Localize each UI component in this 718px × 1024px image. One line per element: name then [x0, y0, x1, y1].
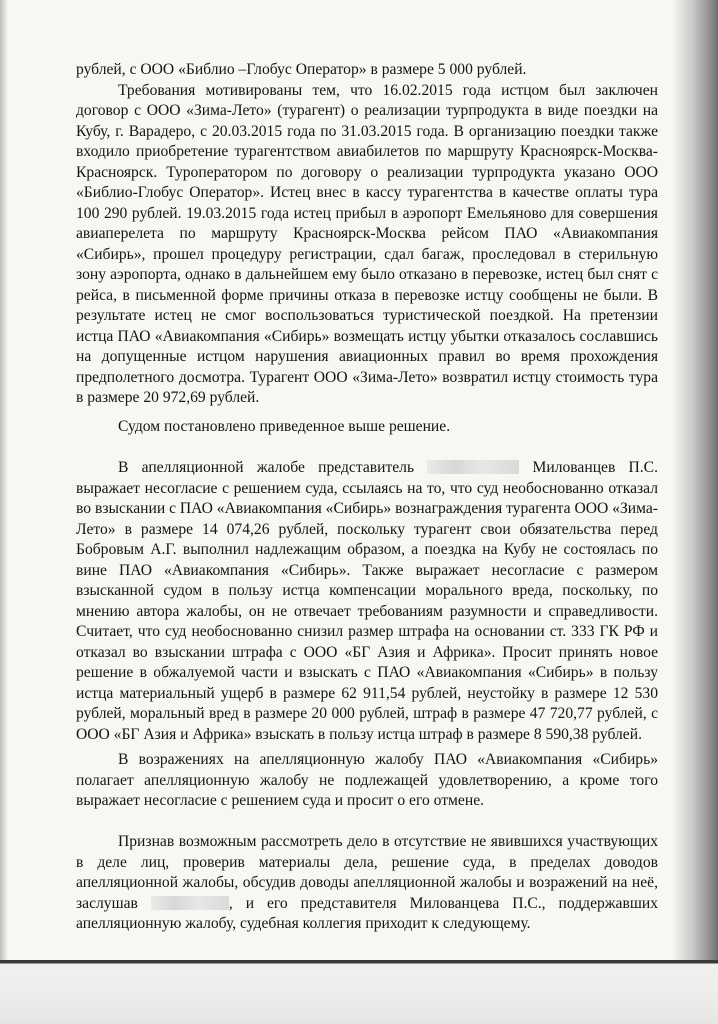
conclusion-lead-text: Признав возможным рассмотреть дело в отсутствие не явившихся участвующих в деле лиц, проверив материалы дела, решение суда, в пределах доводов апелляционной жалобы, обсудив доводы апелляционной жалобы и возражений на неё, заслушав — [76, 833, 658, 912]
appeal-body-text: Милованцев П.С. выражает несогласие с решением суда, ссылаясь на то, что суд необоснованно отказал во взыскании с ПАО «Авиакомпания «Сибирь» вознаграждения турагента ООО «Зима-Лето» в размере 14 074,26 рублей, поскольку турагент свои обязательства перед Бобровым А.Г. выполнил надлежащим образом, а поездка на Кубу не состоялась по вине ПАО «Авиакомпания «Сибирь». Также выражает несогласие с размером взысканной судом в пользу истца компенсации морального вреда, поскольку, по мнению автора жалобы, он не отвечает требованиям разумности и справедливости. Считает, что суд необоснованно снизил размер штрафа на основании ст. 333 ГК РФ и отказал во взыскании штрафа с ООО «БГ Азия и Африка». Просит принять новое решение в обжалуемой части и взыскать с ПАО «Авиакомпания «Сибирь» в пользу истца материальный ущерб в размере 62 911,54 рублей, неустойку в размере 12 530 рублей, моральный вред в размере 20 000 рублей, штраф в размере 47 720,77 рублей, с ООО «БГ Азия и Африка» взыскать в пользу истца штраф в размере 8 590,38 рублей. — [76, 459, 658, 743]
paragraph-court-conclusion: Признав возможным рассмотреть дело в отсутствие не явившихся участвующих в деле лиц, проверив материалы дела, решение суда, в пределах доводов апелляционной жалобы, обсудив доводы апелляционной жалобы и возражений на неё, заслушав , и его представителя Милованцева П.С., поддержавших апелляционную жалобу, судебная коллегия приходит к следующему. — [76, 833, 658, 932]
page-edge-shadow-left — [0, 0, 8, 1024]
text-column-4 — [76, 750, 658, 812]
text-column-2 — [76, 417, 658, 438]
scan-bottom-edge — [0, 960, 718, 1024]
paragraph-appeal — [76, 458, 658, 745]
text-column — [76, 60, 658, 409]
paragraph-claims-grounds: Требования мотивированы тем, что 16.02.2015 года истцом был заключен договор с ООО «Зима-Лето» (турагент) о реализации турпродукта в виде поездки на Кубу, г. Варадеро, с 20.03.2015 года по 31.03.2015 года. В организацию поездки также входило приобретение турагентством авиабилетов по маршруту Красноярск-Москва-Красноярск. Туроператором по договору о реализации турпродукта указано ООО «Библио-Глобус Оператор». Истец внес в кассу турагентства в качестве оплаты тура 100 290 рублей. 19.03.2015 года истец прибыл в аэропорт Емельяново для совершения авиаперелета по маршруту Красноярск-Москва рейсом ПАО «Авиакомпания «Сибирь», прошел процедуру регистрации, сдал багаж, проследовал в стерильную зону аэропорта, однако в дальнейшем ему было отказано в перевозке, истец был снят с рейса, в письменной форме причины отказа в перевозке истцу сообщены не были. В результате истец не смог воспользоваться туристической поездкой. На претензии истца ПАО «Авиакомпания «Сибирь» возмещать истцу убытки отказалось сославшись на допущенные истцом нарушения авиационных правил во время прохождения предполетного досмотра. Турагент ООО «Зима-Лето» возвратил истцу стоимость тура в размере 20 972,69 рублей. — [76, 81, 658, 406]
conclusion-body-text: и его представителя Милованцева П.С., поддержавших апелляционную жалобу, судебная коллегия приходит к следующему. — [76, 894, 658, 932]
paragraph-decision: Судом постановлено приведенное выше решение. — [118, 418, 451, 435]
text-column-5 — [76, 832, 658, 935]
appeal-lead-text: В апелляционной жалобе представитель — [118, 459, 415, 476]
text-column-3 — [76, 458, 658, 745]
paragraph-objections: В возражениях на апелляционную жалобу ПАО «Авиакомпания «Сибирь» полагает апелляционную жалобу не подлежащей удовлетворению, а кроме того выражает несогласие с решением суда и просит о его отмене. — [76, 751, 658, 809]
redacted-name — [427, 460, 519, 474]
redacted-name — [151, 896, 229, 910]
paragraph-claims-amount: рублей, с ООО «Библио –Глобус Оператор» в размере 5 000 рублей. — [76, 61, 527, 78]
page-edge-shadow-right — [672, 0, 718, 1024]
